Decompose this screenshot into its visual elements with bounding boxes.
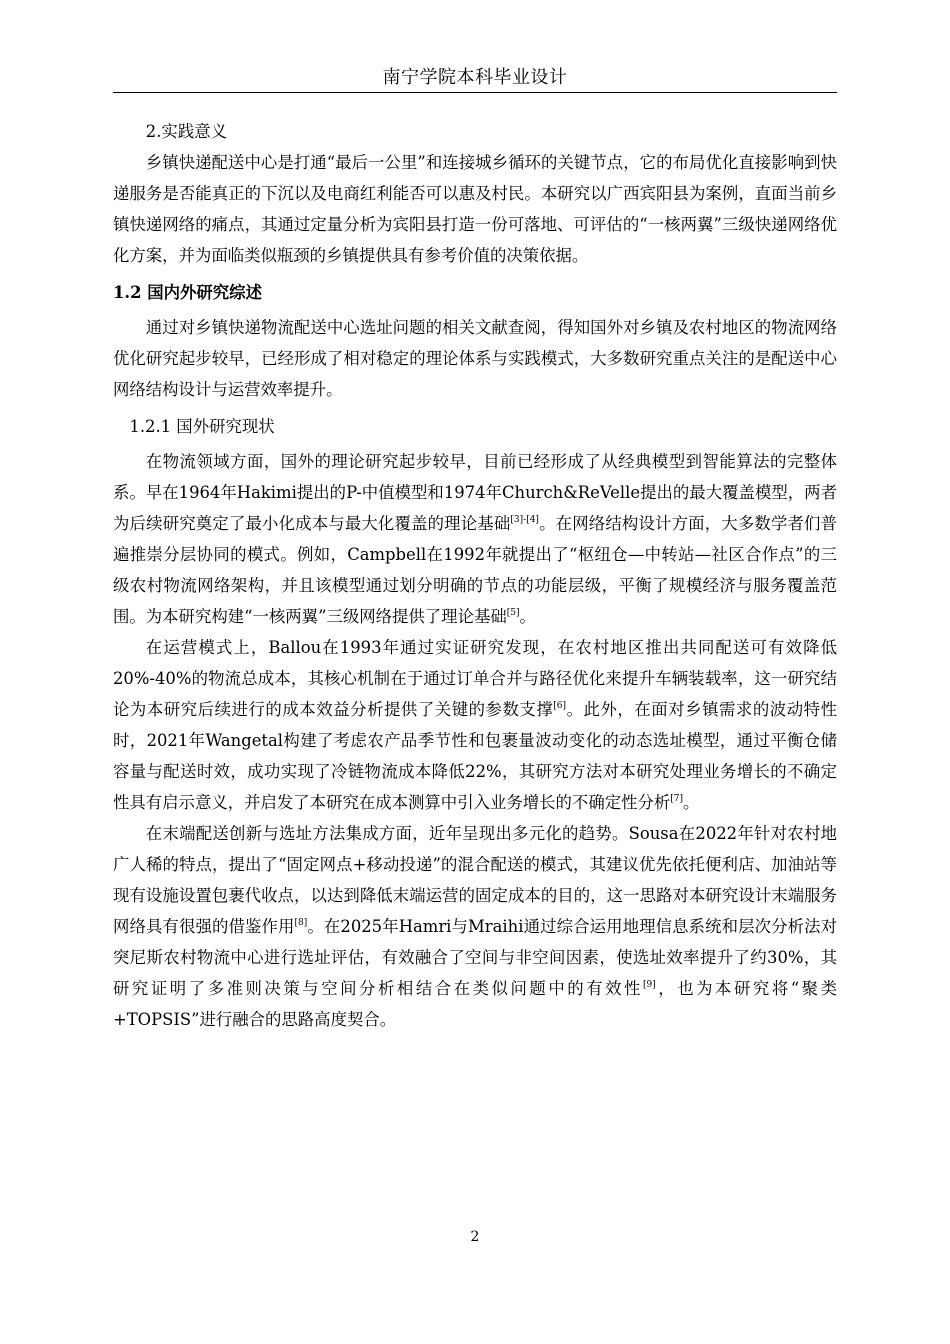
review-paragraph: 通过对乡镇快递物流配送中心选址问题的相关文献查阅，得知国外对乡镇及农村地区的物流网络优化研究起步较早，已经形成了相对稳定的理论体系与实践模式，大多数研究重点关注的是配送中心网络结构设计与运营效率提升。: [113, 318, 837, 399]
header-rule: [113, 92, 837, 93]
citation-ref: [6]: [553, 701, 567, 711]
practice-paragraph: 乡镇快递配送中心是打通“最后一公里”和连接城乡循环的关键节点，它的布局优化直接影响到快递服务是否能真正的下沉以及电商红利能否可以惠及村民。本研究以广西宾阳县为案例，直面当前乡镇快递网络的痛点，其通过定量分析为宾阳县打造一份可落地、可评估的“一核两翼”三级快递网络优化方案，并为面临类似瓶颈的乡镇提供具有参考价值的决策依据。: [113, 153, 837, 265]
citation-ref: [5]: [506, 608, 520, 618]
review-heading: 1.2 国内外研究综述: [113, 283, 262, 302]
foreign-heading: 1.2.1 国外研究现状: [129, 417, 275, 436]
practice-heading: 2.实践意义: [145, 122, 227, 141]
citation-ref: [3]-[4]: [510, 515, 539, 525]
page-header: 南宁学院本科毕业设计: [382, 67, 568, 88]
paragraph-text: 。在网络结构设计方面，大多数学者们普遍推崇分层协同的模式。例如，Campbell在1992年就提出了“枢纽仓—中转站—社区合作点”的三级农村物流网络架构，并且该模型通过划分明确的节点的功能层级，平衡了规模经济与服务覆盖范围。为本研究构建“一核两翼”三级网络提供了理论基础: [113, 514, 838, 626]
paragraph-text: ，也为本研究将“聚类+TOPSIS”进行融合的思路高度契合。: [113, 979, 837, 1029]
foreign-paragraph-2: [113, 632, 837, 818]
paragraph-text: 在运营模式上，Ballou在1993年通过实证研究发现，在农村地区推出共同配送可有效降低20%-40%的物流总成本，其核心机制在于通过订单合并与路径优化来提升车辆装载率，这一研究结论为本研究后续进行的成本效益分析提供了关键的参数支撑: [113, 638, 837, 719]
paragraph-text: 。此外，在面对乡镇需求的波动特性时，2021年Wangetal构建了考虑农产品季节性和包裹量波动变化的动态选址模型，通过平衡仓储容量与配送时效，成功实现了冷链物流成本降低22%，其研究方法对本研究处理业务增长的不确定性具有启示意义，并启发了本研究在成本测算中引入业务增长的不确定性分析: [113, 700, 837, 812]
foreign-paragraph-3: [113, 818, 837, 1035]
paragraph-text: 在末端配送创新与选址方法集成方面，近年呈现出多元化的趋势。Sousa在2022年针对农村地广人稀的特点，提出了“固定网点+移动投递”的混合配送的模式，其建议优先依托便利店、加油站等现有设施设置包裹代收点，以达到降低末端运营的固定成本的目的，这一思路对本研究设计末端服务网络具有很强的借鉴作用: [113, 824, 837, 936]
document-body: [113, 116, 837, 1035]
paragraph-text: 在物流领域方面，国外的理论研究起步较早，目前已经形成了从经典模型到智能算法的完整体系。早在1964年Hakimi提出的P-中值模型和1974年Church&ReVelle提出的最大覆盖模型，两者为后续研究奠定了最小化成本与最大化覆盖的理论基础: [113, 452, 837, 533]
paragraph-text: 。在2025年Hamri与Mraihi通过综合运用地理信息系统和层次分析法对突尼斯农村物流中心进行选址评估，有效融合了空间与非空间因素，使选址效率提升了约30%，其研究证明了多准则决策与空间分析相结合在类似问题中的有效性: [113, 917, 838, 998]
foreign-paragraph-1: [113, 446, 837, 632]
citation-ref: [9]: [642, 980, 656, 990]
page-number: 2: [470, 1229, 480, 1245]
paragraph-text: 。: [519, 607, 536, 626]
paragraph-text: 。: [683, 793, 700, 812]
citation-ref: [8]: [294, 918, 308, 928]
citation-ref: [7]: [670, 794, 684, 804]
